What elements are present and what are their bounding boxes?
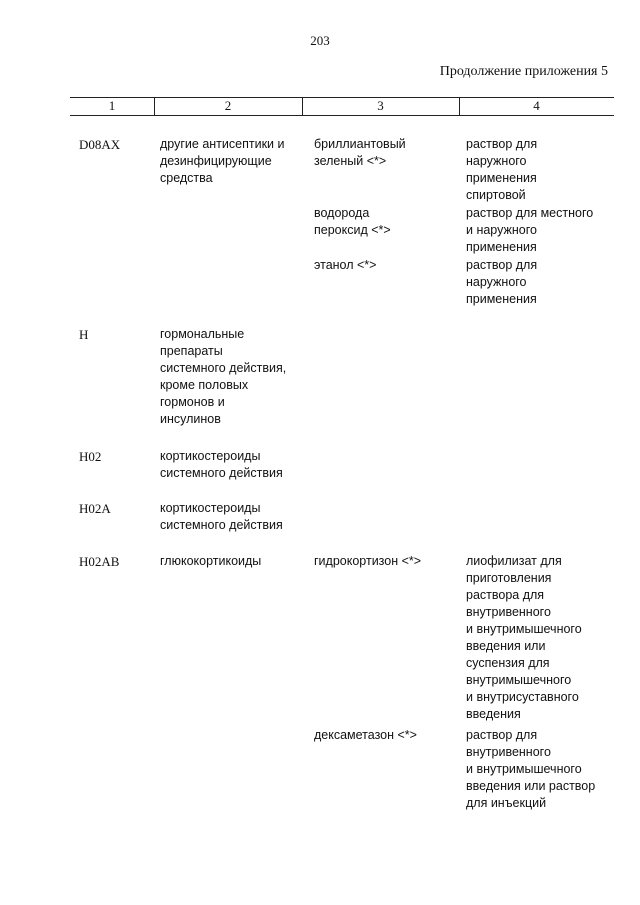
page-number: 203 bbox=[310, 33, 330, 48]
header-col-2: 2 bbox=[224, 98, 232, 113]
header-col-3: 3 bbox=[377, 98, 384, 113]
row-group: кортикостероиды системного действия bbox=[160, 501, 283, 532]
drug-form: раствор для наружного применения спиртовой bbox=[466, 137, 538, 202]
row-code: H bbox=[79, 327, 89, 342]
row-code: H02 bbox=[79, 449, 102, 464]
drug-form: раствор для наружного применения bbox=[466, 258, 538, 306]
row-group: глюкокортикоиды bbox=[160, 554, 262, 568]
appendix-title: Продолжение приложения 5 bbox=[439, 64, 608, 79]
header-col-4: 4 bbox=[533, 98, 540, 113]
row-group: другие антисептики и дезинфицирующие средства bbox=[160, 137, 285, 185]
drug-form: лиофилизат для приготовления раствора для внутривенного и внутримышечного введения или суспензия для внутримышечного и внутрисуставного введения bbox=[466, 554, 582, 721]
table-header-bottom-rule bbox=[70, 115, 614, 116]
drug-form: раствор для местного и наружного применения bbox=[466, 206, 594, 254]
row-group: кортикостероиды системного действия bbox=[160, 449, 283, 480]
drug-name: водорода пероксид <*> bbox=[314, 206, 391, 237]
drug-name: бриллиантовый зеленый <*> bbox=[314, 137, 406, 168]
header-col-1: 1 bbox=[108, 98, 116, 113]
row-group: гормональные препараты системного действия, кроме половых гормонов и инсулинов bbox=[160, 327, 287, 426]
row-code: H02A bbox=[79, 501, 111, 516]
table-header bbox=[70, 97, 614, 116]
row-code: H02AB bbox=[79, 554, 120, 569]
drug-form: раствор для внутривенного и внутримышечного введения или раствор для инъекций bbox=[466, 728, 596, 810]
row-code: D08AX bbox=[79, 137, 121, 152]
drug-name: этанол <*> bbox=[314, 258, 377, 272]
drug-name: дексаметазон <*> bbox=[314, 728, 417, 742]
drug-name: гидрокортизон <*> bbox=[314, 554, 422, 568]
